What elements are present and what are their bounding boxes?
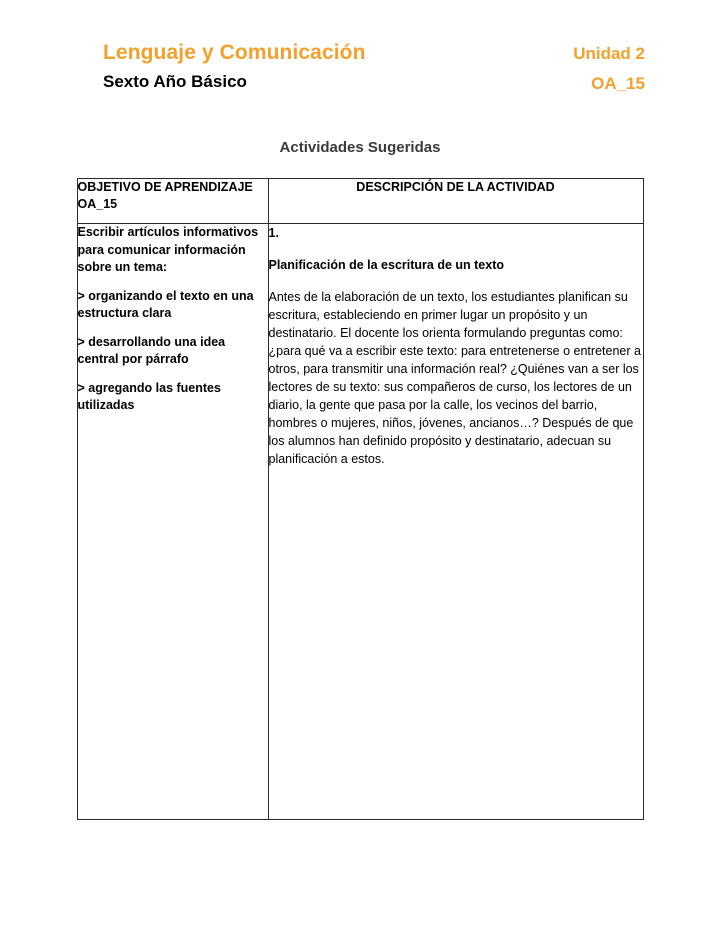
oa-code-label: OA_15	[591, 74, 645, 93]
activity-number: 1.	[268, 226, 279, 240]
table-row	[77, 224, 643, 820]
table-header-row	[77, 179, 643, 224]
column-header-objective: OBJETIVO DE APRENDIZAJE OA_15	[77, 179, 268, 224]
page-title: Actividades Sugeridas	[279, 139, 441, 156]
subject-title: Lenguaje y Comunicación	[103, 41, 366, 64]
header-left-block	[103, 40, 366, 94]
objective-bullet: > organizando el texto en una estructura clara	[77, 288, 254, 320]
column-header-description: DESCRIPCIÓN DE LA ACTIVIDAD	[268, 179, 643, 224]
objective-bullet: > agregando las fuentes utilizadas	[77, 380, 221, 412]
objective-bullet: > desarrollando una idea central por párrafo	[77, 334, 226, 366]
unit-label: Unidad 2	[573, 44, 645, 63]
header-right-block	[573, 40, 645, 96]
document-header	[0, 0, 720, 96]
objective-cell	[77, 224, 268, 820]
grade-level: Sexto Año Básico	[103, 72, 247, 91]
activity-body: Antes de la elaboración de un texto, los estudiantes planifican su escritura, estableciendo en primer lugar un propósito y un destinatario. El docente los orienta formulando preguntas como: ¿para qué va a escribir este texto: para entretenerse o entretener a otros, para transmitir una información real? ¿Quiénes van a ser los lectores de su texto: sus compañeros de curso, los lectores de un diario, la gente que pasa por la calle, los vecinos del barrio, hombres o mujeres, niños, jóvenes, ancianos…? Después de que los alumnos han definido propósito y destinatario, adecuan su planificación a estos.	[268, 290, 641, 466]
activity-cell	[268, 224, 643, 820]
objective-intro: Escribir artículos informativos para comunicar información sobre un tema:	[77, 225, 259, 274]
activity-subtitle: Planificación de la escritura de un texto	[268, 258, 504, 272]
activities-table	[77, 178, 644, 820]
